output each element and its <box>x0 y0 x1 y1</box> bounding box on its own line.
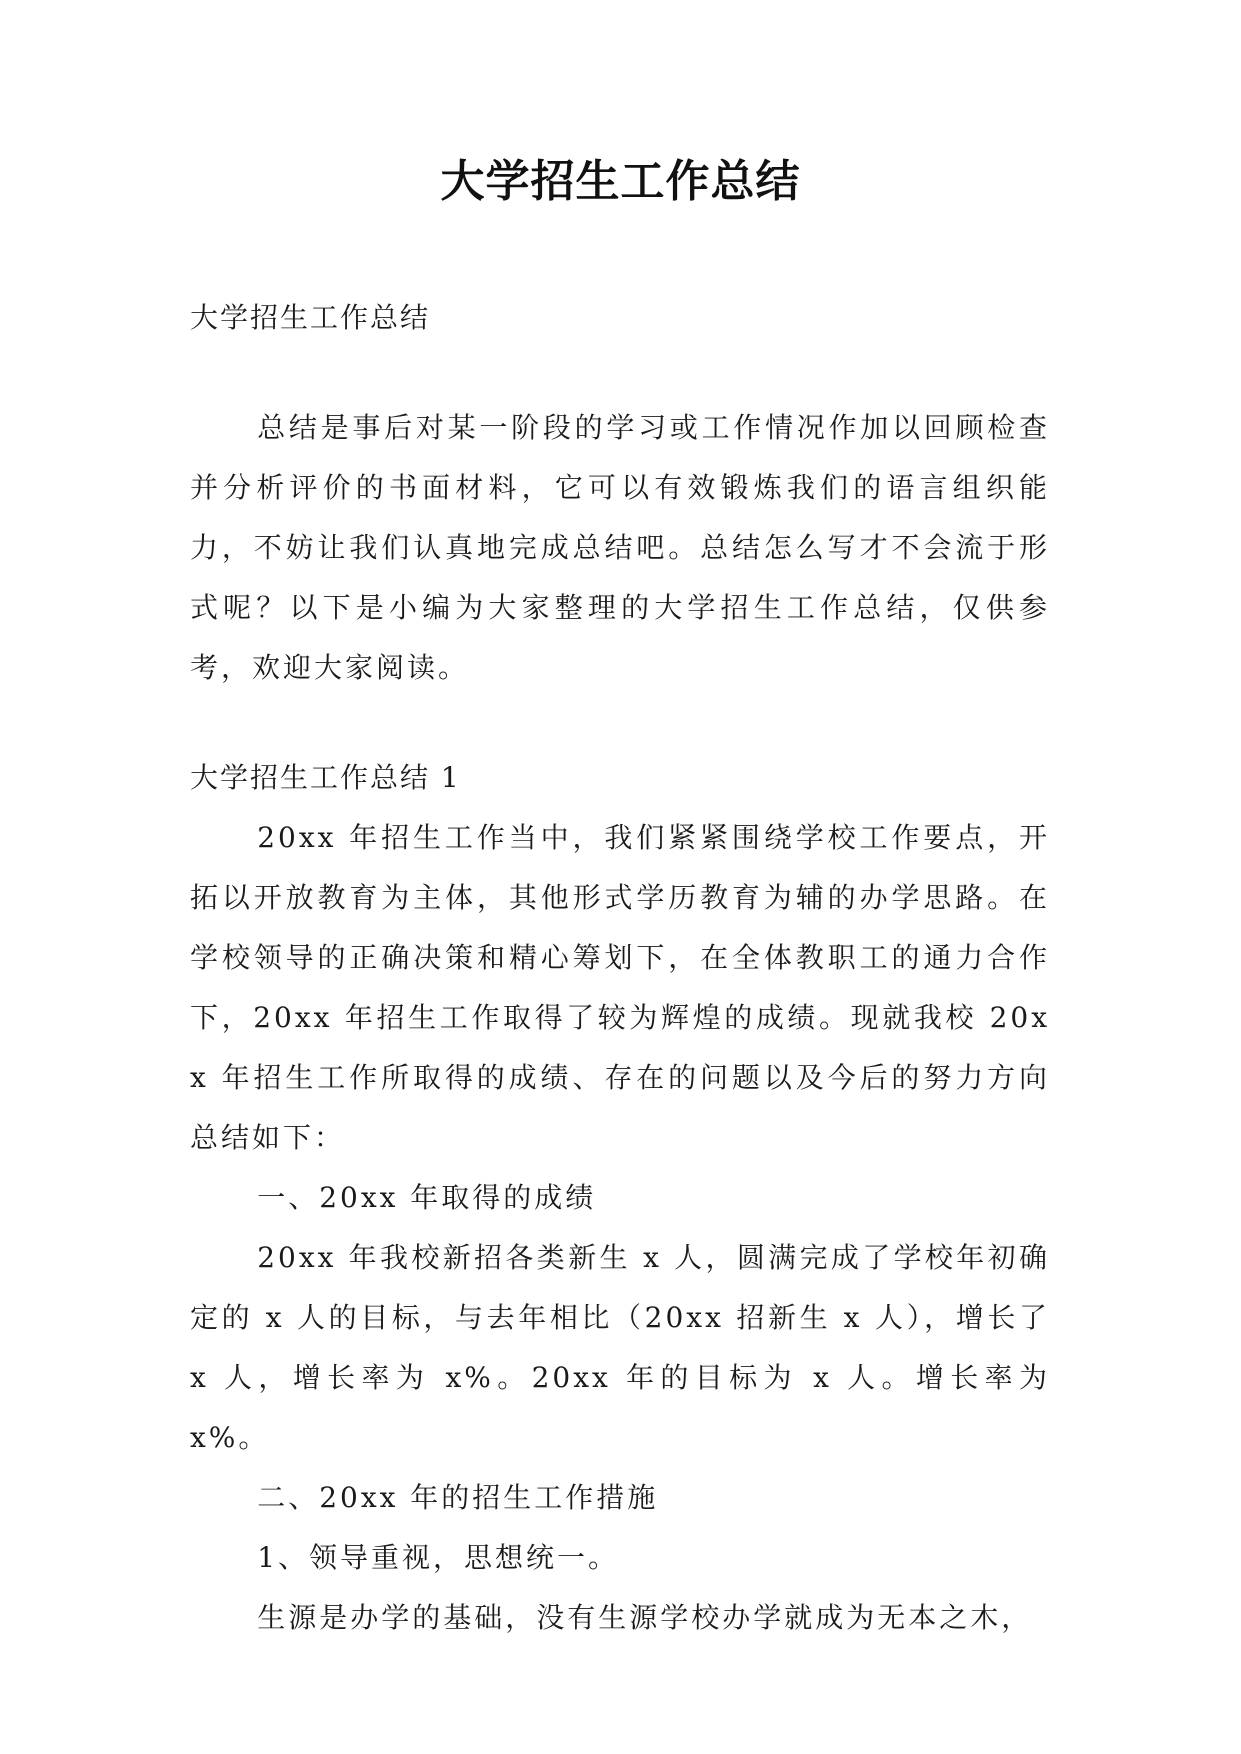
paragraph-subheading: 1、领导重视，思想统一。 <box>257 1541 620 1574</box>
document-subtitle: 大学招生工作总结 <box>190 301 431 334</box>
paragraph: 20xx 年招生工作当中，我们紧紧围绕学校工作要点，开拓以开放教育为主体，其他形式学历教育为辅的办学思路。在学校领导的正确决策和精心筹划下，在全体教职工的通力合作下，20xx 年招生工作取得了较为辉煌的成绩。现就我校 20xx 年招生工作所取得的成绩、存在的问题以及今后的努力方向总结如下： <box>190 821 1050 1154</box>
paragraph-heading: 二、20xx 年的招生工作措施 <box>257 1481 659 1514</box>
section-heading: 大学招生工作总结 1 <box>190 761 461 794</box>
intro-paragraph: 总结是事后对某一阶段的学习或工作情况作加以回顾检查并分析评价的书面材料，它可以有效锻炼我们的语言组织能力，不妨让我们认真地完成总结吧。总结怎么写才不会流于形式呢？以下是小编为大家整理的大学招生工作总结，仅供参考，欢迎大家阅读。 <box>190 411 1050 684</box>
document-title: 大学招生工作总结 <box>440 156 801 207</box>
paragraph: 20xx 年我校新招各类新生 x 人，圆满完成了学校年初确定的 x 人的目标，与去年相比（20xx 招新生 x 人），增长了 x 人，增长率为 x%。20xx 年的目标为 x 人。增长率为 x%。 <box>190 1241 1050 1454</box>
paragraph-heading: 一、20xx 年取得的成绩 <box>257 1181 597 1214</box>
document-body <box>190 288 1050 1648</box>
paragraph: 生源是办学的基础，没有生源学校办学就成为无本之木， <box>257 1601 1033 1634</box>
